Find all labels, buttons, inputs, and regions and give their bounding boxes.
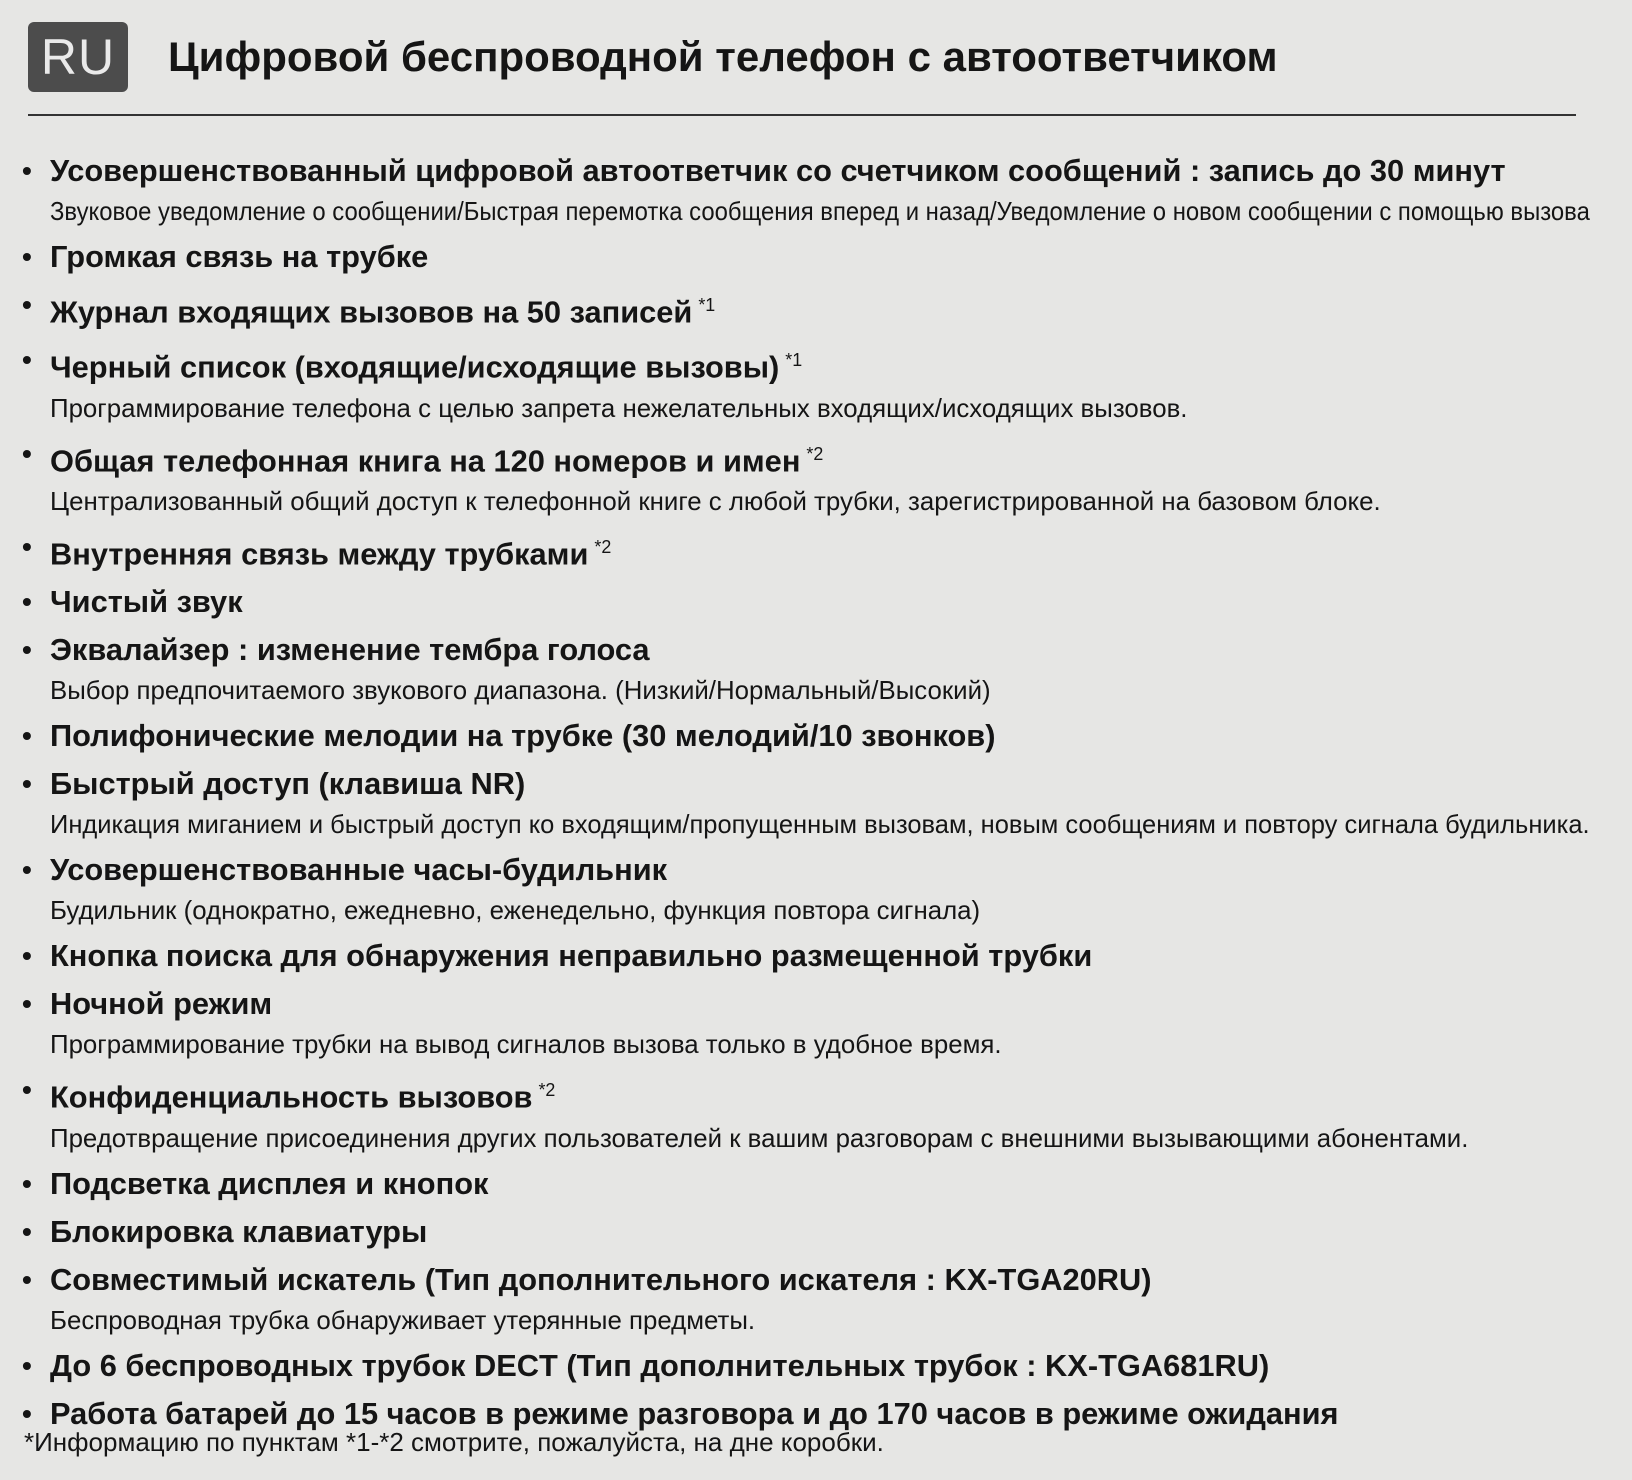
feature-title-text: Общая телефонная книга на 120 номеров и имен xyxy=(50,442,801,478)
feature-item xyxy=(20,1161,1600,1207)
feature-footnote-mark: *1 xyxy=(698,295,716,315)
feature-title-text: Работа батарей до 15 часов в режиме разговора и до 170 часов в режиме ожидания xyxy=(50,1395,1339,1431)
feature-title-text: Полифонические мелодии на трубке (30 мелодий/10 звонков) xyxy=(50,718,996,754)
feature-title-text: Быстрый доступ (клавиша NR) xyxy=(50,766,526,802)
feature-title xyxy=(50,761,1590,807)
feature-title-text: Совместимый искатель (Тип дополнительного искателя : KX-TGA20RU) xyxy=(50,1261,1152,1297)
feature-footnote-mark: *2 xyxy=(538,1080,556,1101)
feature-title xyxy=(50,981,1590,1027)
bullet-icon: • xyxy=(22,1349,32,1381)
bullet-icon: • xyxy=(22,634,32,666)
bullet-icon: • xyxy=(22,289,32,320)
feature-title xyxy=(50,933,1590,979)
bullet-icon: • xyxy=(22,437,32,469)
feature-title xyxy=(50,282,1590,335)
feature-item xyxy=(20,234,1600,280)
bullet-icon: • xyxy=(22,586,32,618)
bullet-icon: • xyxy=(22,988,32,1020)
bullet-icon: • xyxy=(22,344,32,376)
feature-item xyxy=(20,761,1600,845)
bullet-icon: • xyxy=(22,1167,32,1199)
footnote: *Информацию по пунктам *1-*2 смотрите, пожалуйста, на дне коробки. xyxy=(24,1427,884,1457)
feature-title xyxy=(50,627,1590,673)
feature-title xyxy=(50,1209,1590,1255)
bullet-icon: • xyxy=(22,720,32,752)
feature-description: Беспроводная трубка обнаруживает утерянные предметы. xyxy=(50,1304,756,1335)
feature-title xyxy=(50,847,1590,893)
feature-title-text: Черный список (входящие/исходящие вызовы) xyxy=(50,349,780,385)
feature-item xyxy=(20,1343,1600,1389)
feature-title-text: Усовершенствованные часы-будильник xyxy=(50,852,668,888)
feature-description: Индикация миганием и быстрый доступ ко входящим/пропущенным вызовам, новым сообщениям и повтору сигнала будильника. xyxy=(50,809,1590,840)
bullet-icon: • xyxy=(22,1215,32,1247)
bullet-icon: • xyxy=(22,1074,32,1106)
feature-item xyxy=(20,847,1600,931)
feature-list xyxy=(20,148,1600,1439)
feature-title-text: Кнопка поиска для обнаружения неправильно размещенной трубки xyxy=(50,938,1093,974)
feature-title-text: Чистый звук xyxy=(50,584,243,620)
feature-title xyxy=(50,1161,1590,1207)
feature-description: Централизованный общий доступ к телефонной книге с любой трубки, зарегистрированной на базовом блоке. xyxy=(50,485,1381,516)
feature-description: Предотвращение присоединения других пользователей к вашим разговорам с внешними вызывающими абонентами. xyxy=(50,1122,1469,1153)
bullet-icon: • xyxy=(22,768,32,800)
feature-item xyxy=(20,1067,1600,1158)
feature-item xyxy=(20,337,1600,428)
feature-title xyxy=(50,431,1590,484)
feature-item xyxy=(20,933,1600,979)
page-title: Цифровой беспроводной телефон с автоответчиком xyxy=(168,33,1278,80)
feature-title-text: Усовершенствованный цифровой автоответчик со счетчиком сообщений : запись до 30 минут xyxy=(50,153,1506,188)
header-divider xyxy=(28,114,1576,116)
feature-title xyxy=(50,579,1590,625)
feature-title-text: До 6 беспроводных трубок DECT (Тип дополнительных трубок : KX-TGA681RU) xyxy=(50,1347,1270,1383)
language-badge: RU xyxy=(28,22,128,92)
feature-item xyxy=(20,579,1600,625)
feature-title-text: Блокировка клавиатуры xyxy=(50,1213,428,1249)
feature-footnote-mark: *1 xyxy=(785,350,803,371)
feature-title xyxy=(50,337,1590,390)
bullet-icon: • xyxy=(22,1263,32,1295)
feature-description: Звуковое уведомление о сообщении/Быстрая перемотка сообщения вперед и назад/Уведомление о новом сообщении с помощью вызова xyxy=(50,196,1590,226)
feature-title xyxy=(50,713,1590,759)
bullet-icon: • xyxy=(22,530,32,562)
feature-footnote-mark: *2 xyxy=(806,443,824,464)
feature-title-text: Конфиденциальность вызовов xyxy=(50,1079,533,1115)
feature-title xyxy=(50,1343,1590,1389)
bullet-icon: • xyxy=(22,155,32,186)
feature-item xyxy=(20,713,1600,759)
feature-title xyxy=(50,148,1590,194)
bullet-icon: • xyxy=(22,854,32,886)
feature-title-text: Ночной режим xyxy=(50,986,273,1022)
feature-item xyxy=(20,1257,1600,1341)
bullet-icon: • xyxy=(22,241,32,272)
feature-item xyxy=(20,1209,1600,1255)
feature-item xyxy=(20,524,1600,577)
feature-title-text: Журнал входящих вызовов на 50 записей xyxy=(50,294,693,330)
feature-description: Программирование трубки на вывод сигналов вызова только в удобное время. xyxy=(50,1029,1002,1060)
feature-item xyxy=(20,431,1600,522)
feature-title-text: Внутренняя связь между трубками xyxy=(50,536,589,572)
feature-footnote-mark: *2 xyxy=(594,536,612,557)
feature-title xyxy=(50,524,1590,577)
feature-item xyxy=(20,282,1600,335)
feature-item xyxy=(20,148,1600,232)
bullet-icon: • xyxy=(22,1397,32,1429)
feature-title-text: Громкая связь на трубке xyxy=(50,239,429,274)
feature-title xyxy=(50,1257,1590,1303)
feature-title-text: Эквалайзер : изменение тембра голоса xyxy=(50,632,650,668)
feature-item xyxy=(20,627,1600,711)
bullet-icon: • xyxy=(22,940,32,972)
feature-title xyxy=(50,1067,1590,1120)
feature-title-text: Подсветка дисплея и кнопок xyxy=(50,1165,489,1201)
feature-description: Выбор предпочитаемого звукового диапазона. (Низкий/Нормальный/Высокий) xyxy=(50,675,991,706)
feature-item xyxy=(20,981,1600,1065)
header xyxy=(28,22,1576,116)
feature-title xyxy=(50,234,1590,280)
feature-description: Программирование телефона с целью запрета нежелательных входящих/исходящих вызовов. xyxy=(50,392,1188,423)
feature-description: Будильник (однократно, ежедневно, еженедельно, функция повтора сигнала) xyxy=(50,895,981,926)
